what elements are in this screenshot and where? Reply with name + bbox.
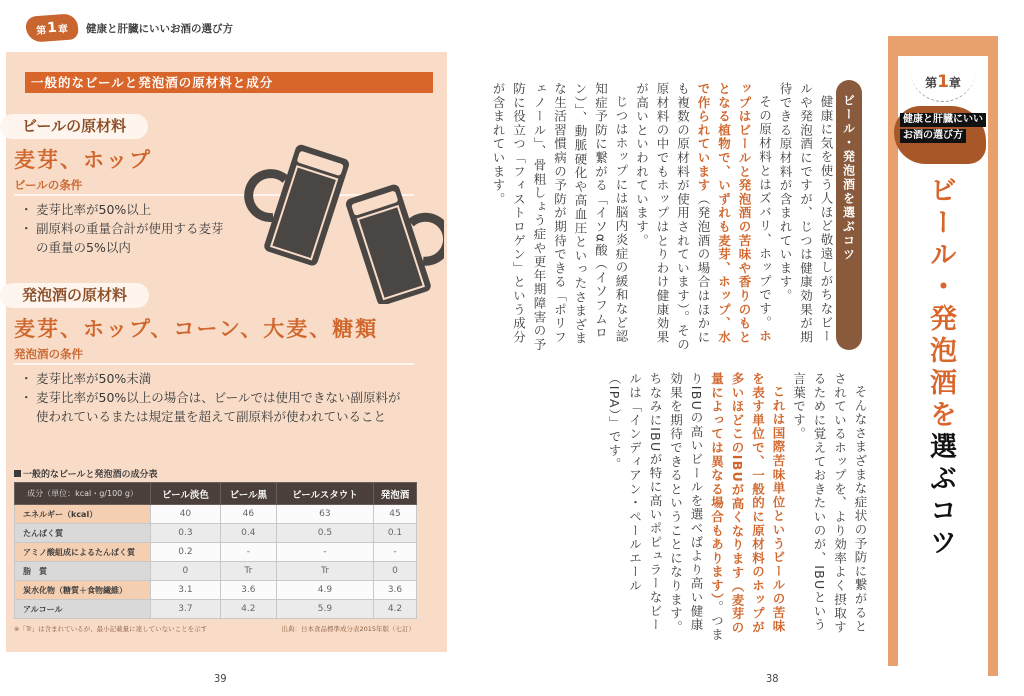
column-header: ビール黒: [220, 483, 276, 505]
beer-condition-item: ・ 麦芽比率が50%以上: [22, 200, 232, 219]
row-label: たんぱく質: [15, 524, 151, 543]
title-frame: [888, 36, 998, 676]
column-header: ビール淡色: [151, 483, 221, 505]
table-row: [15, 600, 417, 619]
beer-mugs-icon: [244, 134, 444, 304]
table-cell: -: [276, 543, 373, 562]
chapter-title: 健康と肝臓にいいお酒の選び方: [86, 22, 233, 35]
chapter-suffix: 章: [948, 76, 961, 90]
happoshu-conditions-list: [22, 369, 402, 426]
body-paragraph: 健康に気を使う人ほど敬遠しがちなビールや発泡酒にですが、じつは健康効果が期待できる原材料が含まれています。: [778, 82, 834, 345]
table-source: 出典：日本食品標準成分表2015年版（七訂）: [281, 625, 415, 633]
table-footnote: ※「Tr」は含まれているが、最小記載量に達していないことを示す: [14, 625, 208, 633]
table-cell: 0: [373, 562, 416, 581]
column-header: ビールスタウト: [276, 483, 373, 505]
row-label: 炭水化物（糖質＋食物繊維）: [15, 581, 151, 600]
chapter-number: 1: [937, 72, 949, 92]
square-bullet-icon: [14, 470, 21, 477]
table-cell: 0.1: [373, 524, 416, 543]
table-cell: 3.6: [220, 581, 276, 600]
table-cell: 4.9: [276, 581, 373, 600]
body-text: 。つまりIBUの高いビールを選べばより高い健康効果を期待できるということになります。ちなみにIBUが特に高いポピュラーなビールは「インディアン・ペールエール（IPA）」です。: [607, 372, 725, 642]
table-row: [15, 505, 417, 524]
panel-title: 一般的なビールと発泡酒の原材料と成分: [25, 72, 433, 93]
chapter-prefix: 第: [35, 24, 47, 37]
table-cell: 4.2: [373, 600, 416, 619]
happoshu-ingredients: 麦芽、ホップ、コーン、大麦、糖類: [14, 317, 379, 341]
table-caption-text: 一般的なビールと発泡酒の成分表: [23, 470, 158, 480]
chapter-subtitle-line: お酒の選び方: [900, 129, 966, 143]
table-cell: 0: [151, 562, 221, 581]
table-cell: 0.3: [151, 524, 221, 543]
body-paragraph: [631, 82, 775, 354]
right-page: [491, 0, 1024, 696]
chapter-subtitle-line: 健康と肝臓にいい: [900, 113, 986, 127]
column-header: 成分（単位：kcal・g/100 g）: [15, 483, 151, 505]
body-text: （発泡酒の場合はほかにも複数の原材料が使用されています）。その原材料の中でもホップはとりわけ健康効果が高いといわれています。: [634, 82, 711, 352]
table-cell: 4.2: [220, 600, 276, 619]
page-title: [920, 176, 960, 560]
table-cell: 5.9: [276, 600, 373, 619]
chapter-label: [910, 66, 976, 102]
frame-right-border: [988, 36, 998, 676]
table-row: [15, 562, 417, 581]
table-cell: 0.5: [276, 524, 373, 543]
table-cell: 63: [276, 505, 373, 524]
row-label: エネルギー（kcal）: [15, 505, 151, 524]
page-title-orange: ビール・発泡酒を: [925, 176, 956, 432]
table-row: [15, 581, 417, 600]
chapter-suffix: 章: [57, 23, 69, 36]
body-text-lower: [570, 372, 870, 644]
table-row: [15, 543, 417, 562]
table-cell: 40: [151, 505, 221, 524]
table-cell: Tr: [276, 562, 373, 581]
chapter-prefix: 第: [925, 76, 938, 90]
divider: [14, 363, 414, 365]
beer-ingredients-pill: ビールの原材料: [0, 114, 148, 139]
page-title-black: 選ぶコツ: [925, 432, 956, 560]
column-header: 発泡酒: [373, 483, 416, 505]
happoshu-conditions-label: 発泡酒の条件: [14, 347, 83, 361]
table-cell: Tr: [220, 562, 276, 581]
page-number: 38: [766, 672, 779, 685]
body-paragraph: [604, 372, 789, 644]
chapter-badge: [25, 13, 79, 43]
row-label: 脂 質: [15, 562, 151, 581]
table-cell: 3.7: [151, 600, 221, 619]
nutrition-table: [14, 482, 417, 619]
beer-conditions-label: ビールの条件: [14, 178, 83, 192]
happoshu-condition-item: ・ 麦芽比率が50%未満: [22, 369, 402, 388]
highlighted-text: ホップはビールと発泡酒の苦味や香りのもととなる植物で、いずれも麦芽、ホップ、水で作られています: [696, 82, 773, 345]
table-cell: 0.4: [220, 524, 276, 543]
chapter-number: 1: [46, 19, 58, 37]
row-label: アミノ酸組成によるたんぱく質: [15, 543, 151, 562]
table-cell: 0.2: [151, 543, 221, 562]
table-cell: -: [220, 543, 276, 562]
table-cell: 45: [373, 505, 416, 524]
table-cell: 3.1: [151, 581, 221, 600]
section-tab: ビール・発泡酒を選ぶコツ: [836, 80, 862, 350]
left-page: [0, 0, 460, 696]
body-paragraph: じつはホップには脳内炎症の緩和など認知症予防に繋がる「イソα酸（イソフムロン）」、動脈硬化や高血圧といったさまざまな生活習慣病の予防が期待できる「ポリフェノール」、骨粗しょう症や更年期障害の予防に役立つ「フィストロゲン」という成分が含まれています。: [491, 82, 629, 352]
beer-condition-item: ・ 副原料の重量合計が使用する麦芽の重量の5%以内: [22, 219, 232, 257]
beer-ingredients: 麦芽、ホップ: [14, 148, 152, 172]
table-row: [15, 524, 417, 543]
beer-conditions-list: [22, 200, 232, 257]
chapter-header: [26, 14, 233, 42]
page-number: 39: [214, 672, 227, 685]
body-paragraph: そんなさまざまな症状の予防に繋がるとされているホップを、より効率よく摂取するために覚えておきたいのが、IBUという言葉です。: [791, 372, 868, 635]
highlighted-text: これは国際苦味単位というビールの苦味を表す単位で、一般的に原材料のホップが多いほどこのIBUが高くなります（麦芽の量によっては異なる場合もあります）: [709, 372, 786, 635]
table-cell: 46: [220, 505, 276, 524]
ingredients-panel: [6, 52, 447, 652]
table-header-row: [15, 483, 417, 505]
body-text-upper: [491, 82, 836, 354]
table-cell: 3.6: [373, 581, 416, 600]
happoshu-condition-item: ・ 麦芽比率が50%以上の場合は、ビールでは使用できない副原料が使われているまたは規定量を超えて副原料が使われていること: [22, 388, 402, 426]
table-cell: -: [373, 543, 416, 562]
happoshu-ingredients-pill: 発泡酒の原材料: [0, 283, 149, 308]
table-caption: [14, 467, 157, 480]
row-label: アルコール: [15, 600, 151, 619]
frame-top-border: [888, 36, 998, 56]
body-text: その原材料とはズバリ、ホップです。: [757, 94, 773, 330]
